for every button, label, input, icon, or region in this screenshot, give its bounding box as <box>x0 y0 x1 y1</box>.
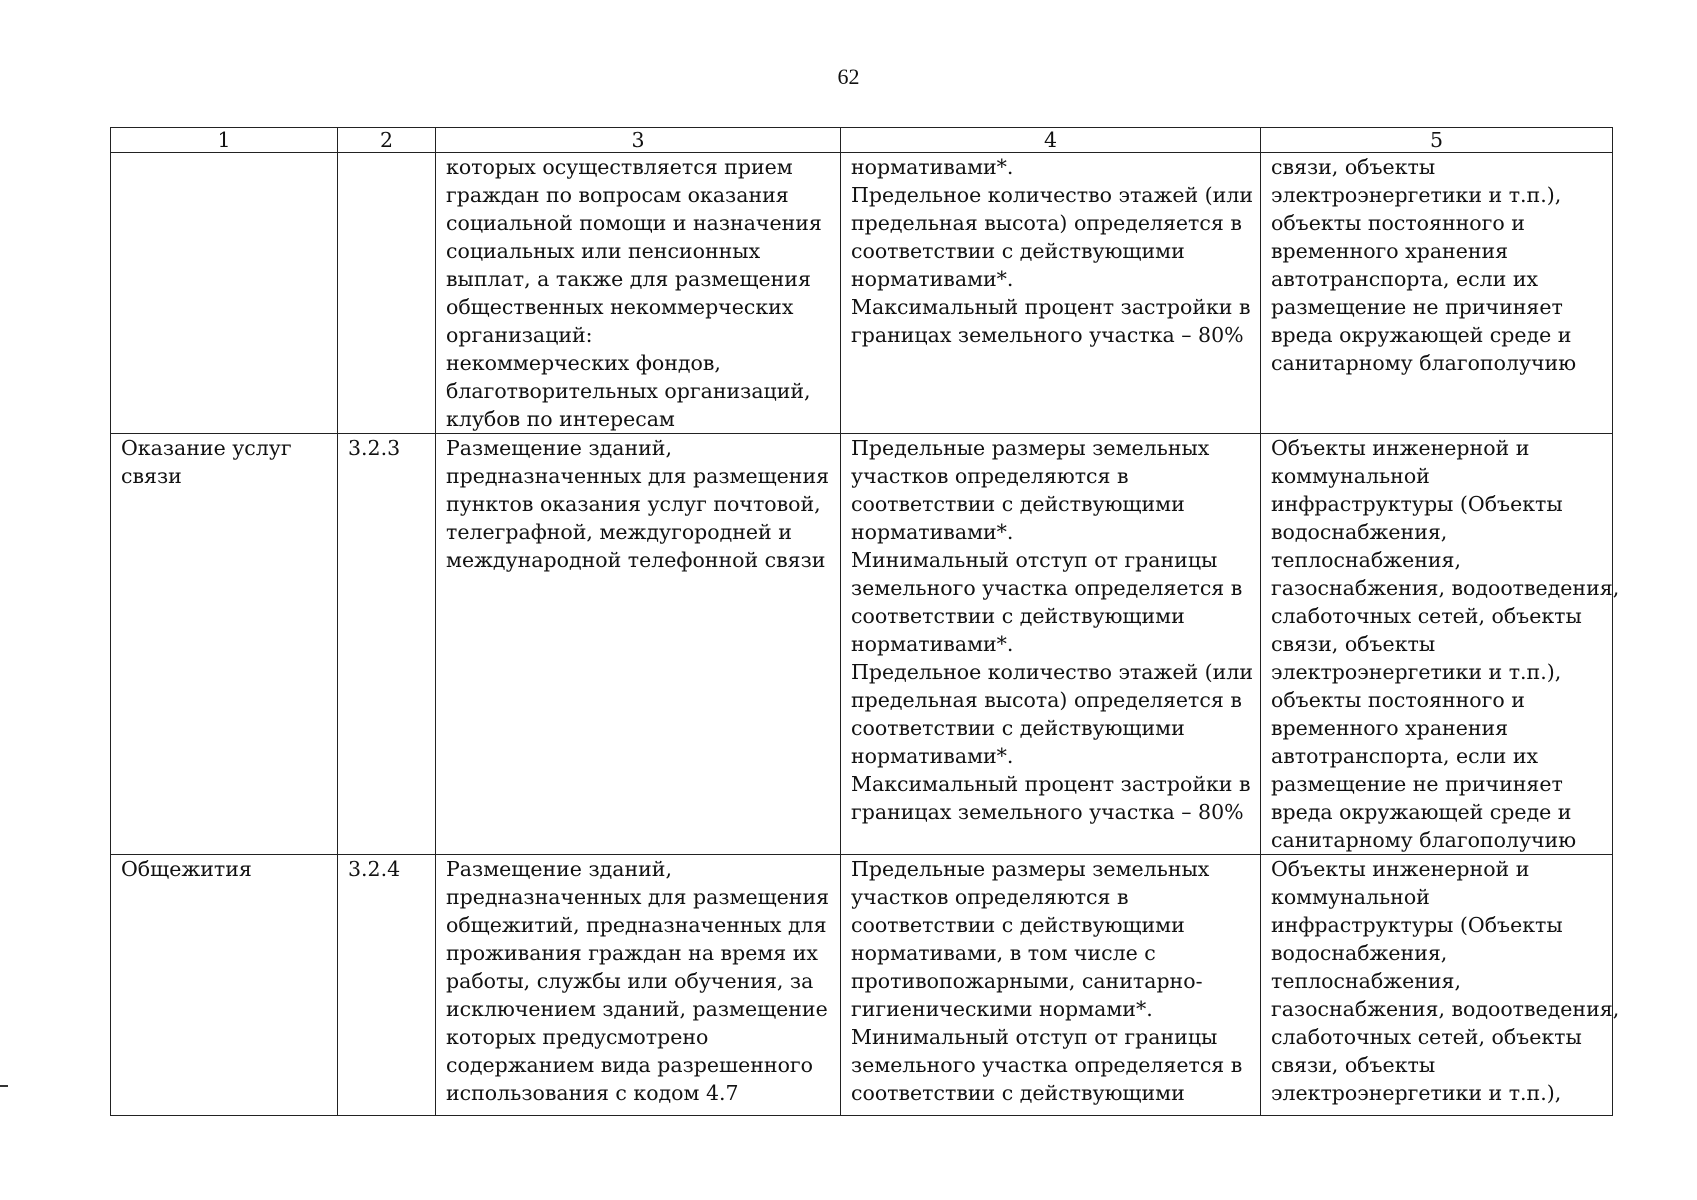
text-line: предназначенных для размещения <box>446 464 830 488</box>
text-line: электроэнергетики и т.п.), <box>1271 660 1562 684</box>
use-code-cell: 3.2.3 <box>338 434 436 855</box>
table-row <box>111 855 1613 1116</box>
text-line: слаботочных сетей, объекты <box>1271 1025 1582 1049</box>
text-line: временного хранения <box>1271 716 1509 740</box>
text-line: клубов по интересам <box>446 407 675 431</box>
text-line: нормативами*. <box>851 267 1014 291</box>
parameters-cell <box>841 434 1261 855</box>
text-line: Предельные размеры земельных <box>851 436 1210 460</box>
text-line: работы, службы или обучения, за <box>446 969 814 993</box>
parameters-cell <box>841 855 1261 1116</box>
text-line: гигиеническими нормами*. <box>851 997 1153 1021</box>
auxiliary-uses-cell <box>1261 855 1620 1116</box>
text-line: соответствии с действующими <box>851 604 1185 628</box>
text-line: вреда окружающей среде и <box>1271 323 1572 347</box>
text-line: выплат, а также для размещения <box>446 267 811 291</box>
description-cell <box>436 434 841 855</box>
text-line: Минимальный отступ от границы <box>851 1025 1218 1049</box>
column-number-4: 4 <box>841 128 1261 153</box>
description-cell <box>436 855 841 1116</box>
text-line: связи, объекты <box>1271 632 1436 656</box>
land-use-table <box>110 127 1620 1116</box>
text-line: границах земельного участка – 80% <box>851 323 1244 347</box>
text-line: телеграфной, междугородней и <box>446 520 792 544</box>
text-line: теплоснабжения, <box>1271 548 1461 572</box>
text-line: предельная высота) определяется в <box>851 211 1242 235</box>
text-line: нормативами*. <box>851 155 1014 179</box>
text-line: нормативами, в том числе с <box>851 941 1156 965</box>
text-line: некоммерческих фондов, <box>446 351 721 375</box>
text-line: связи, объекты <box>1271 155 1436 179</box>
text-line: нормативами*. <box>851 744 1014 768</box>
auxiliary-uses-cell <box>1261 434 1620 855</box>
table-row <box>111 434 1613 855</box>
text-line: Предельные размеры земельных <box>851 857 1210 881</box>
column-number-5: 5 <box>1261 128 1613 153</box>
text-line: Предельное количество этажей (или <box>851 660 1254 684</box>
text-line: содержанием вида разрешенного <box>446 1053 813 1077</box>
text-line: противопожарными, санитарно- <box>851 969 1203 993</box>
text-line: газоснабжения, водоотведения, <box>1271 997 1620 1021</box>
text-line: Размещение зданий, <box>446 436 672 460</box>
text-line: водоснабжения, <box>1271 941 1448 965</box>
text-line: использования с кодом 4.7 <box>446 1081 739 1105</box>
text-line: общежитий, предназначенных для <box>446 913 827 937</box>
text-line: автотранспорта, если их <box>1271 744 1539 768</box>
text-line: Максимальный процент застройки в <box>851 295 1251 319</box>
text-line: объекты постоянного и <box>1271 211 1525 235</box>
text-line: санитарному благополучию <box>1271 828 1577 852</box>
parameters-cell <box>841 153 1261 434</box>
text-line: земельного участка определяется в <box>851 576 1243 600</box>
column-number-2: 2 <box>338 128 436 153</box>
text-line: земельного участка определяется в <box>851 1053 1243 1077</box>
text-line: временного хранения <box>1271 239 1509 263</box>
text-line: инфраструктуры (Объекты <box>1271 913 1563 937</box>
text-line: участков определяются в <box>851 464 1129 488</box>
text-line: предназначенных для размещения <box>446 885 830 909</box>
text-line: социальных или пенсионных <box>446 239 761 263</box>
text-line: электроэнергетики и т.п.), <box>1271 1081 1562 1105</box>
text-line: пунктов оказания услуг почтовой, <box>446 492 821 516</box>
auxiliary-uses-cell <box>1261 153 1613 434</box>
text-line: санитарному благополучию <box>1271 351 1577 375</box>
text-line: соответствии с действующими <box>851 913 1185 937</box>
text-line: Объекты инженерной и <box>1271 436 1530 460</box>
text-line: общественных некоммерческих <box>446 295 794 319</box>
use-name-cell: Оказание услуг связи <box>111 434 338 855</box>
text-line: которых осуществляется прием <box>446 155 793 179</box>
column-number-1: 1 <box>111 128 338 153</box>
margin-mark <box>0 1085 8 1087</box>
description-cell <box>436 153 841 434</box>
text-line: соответствии с действующими <box>851 492 1185 516</box>
text-line: электроэнергетики и т.п.), <box>1271 183 1562 207</box>
text-line: теплоснабжения, <box>1271 969 1461 993</box>
text-line: объекты постоянного и <box>1271 688 1525 712</box>
use-code-cell <box>338 153 436 434</box>
page-number: 62 <box>837 64 860 89</box>
text-line: социальной помощи и назначения <box>446 211 822 235</box>
text-line: связи, объекты <box>1271 1053 1436 1077</box>
use-code-cell: 3.2.4 <box>338 855 436 1116</box>
column-number-3: 3 <box>436 128 841 153</box>
text-line: организаций: <box>446 323 593 347</box>
text-line: Предельное количество этажей (или <box>851 183 1254 207</box>
text-line: слаботочных сетей, объекты <box>1271 604 1582 628</box>
text-line: предельная высота) определяется в <box>851 688 1242 712</box>
text-line: размещение не причиняет <box>1271 772 1563 796</box>
text-line: нормативами*. <box>851 632 1014 656</box>
text-line: Максимальный процент застройки в <box>851 772 1251 796</box>
use-name-cell: Общежития <box>111 855 338 1116</box>
text-line: границах земельного участка – 80% <box>851 800 1244 824</box>
column-number-row <box>111 128 1613 153</box>
text-line: которых предусмотрено <box>446 1025 709 1049</box>
text-line: участков определяются в <box>851 885 1129 909</box>
text-line: проживания граждан на время их <box>446 941 818 965</box>
text-line: нормативами*. <box>851 520 1014 544</box>
table-row <box>111 153 1613 434</box>
text-line: Размещение зданий, <box>446 857 672 881</box>
use-name-cell <box>111 153 338 434</box>
text-line: исключением зданий, размещение <box>446 997 828 1021</box>
text-line: международной телефонной связи <box>446 548 826 572</box>
text-line: Объекты инженерной и <box>1271 857 1530 881</box>
text-line: соответствии с действующими <box>851 716 1185 740</box>
text-line: коммунальной <box>1271 885 1430 909</box>
text-line: соответствии с действующими <box>851 1081 1185 1105</box>
text-line: автотранспорта, если их <box>1271 267 1539 291</box>
text-line: граждан по вопросам оказания <box>446 183 789 207</box>
text-line: водоснабжения, <box>1271 520 1448 544</box>
text-line: инфраструктуры (Объекты <box>1271 492 1563 516</box>
text-line: вреда окружающей среде и <box>1271 800 1572 824</box>
text-line: Минимальный отступ от границы <box>851 548 1218 572</box>
text-line: соответствии с действующими <box>851 239 1185 263</box>
text-line: благотворительных организаций, <box>446 379 811 403</box>
text-line: коммунальной <box>1271 464 1430 488</box>
text-line: газоснабжения, водоотведения, <box>1271 576 1620 600</box>
text-line: размещение не причиняет <box>1271 295 1563 319</box>
